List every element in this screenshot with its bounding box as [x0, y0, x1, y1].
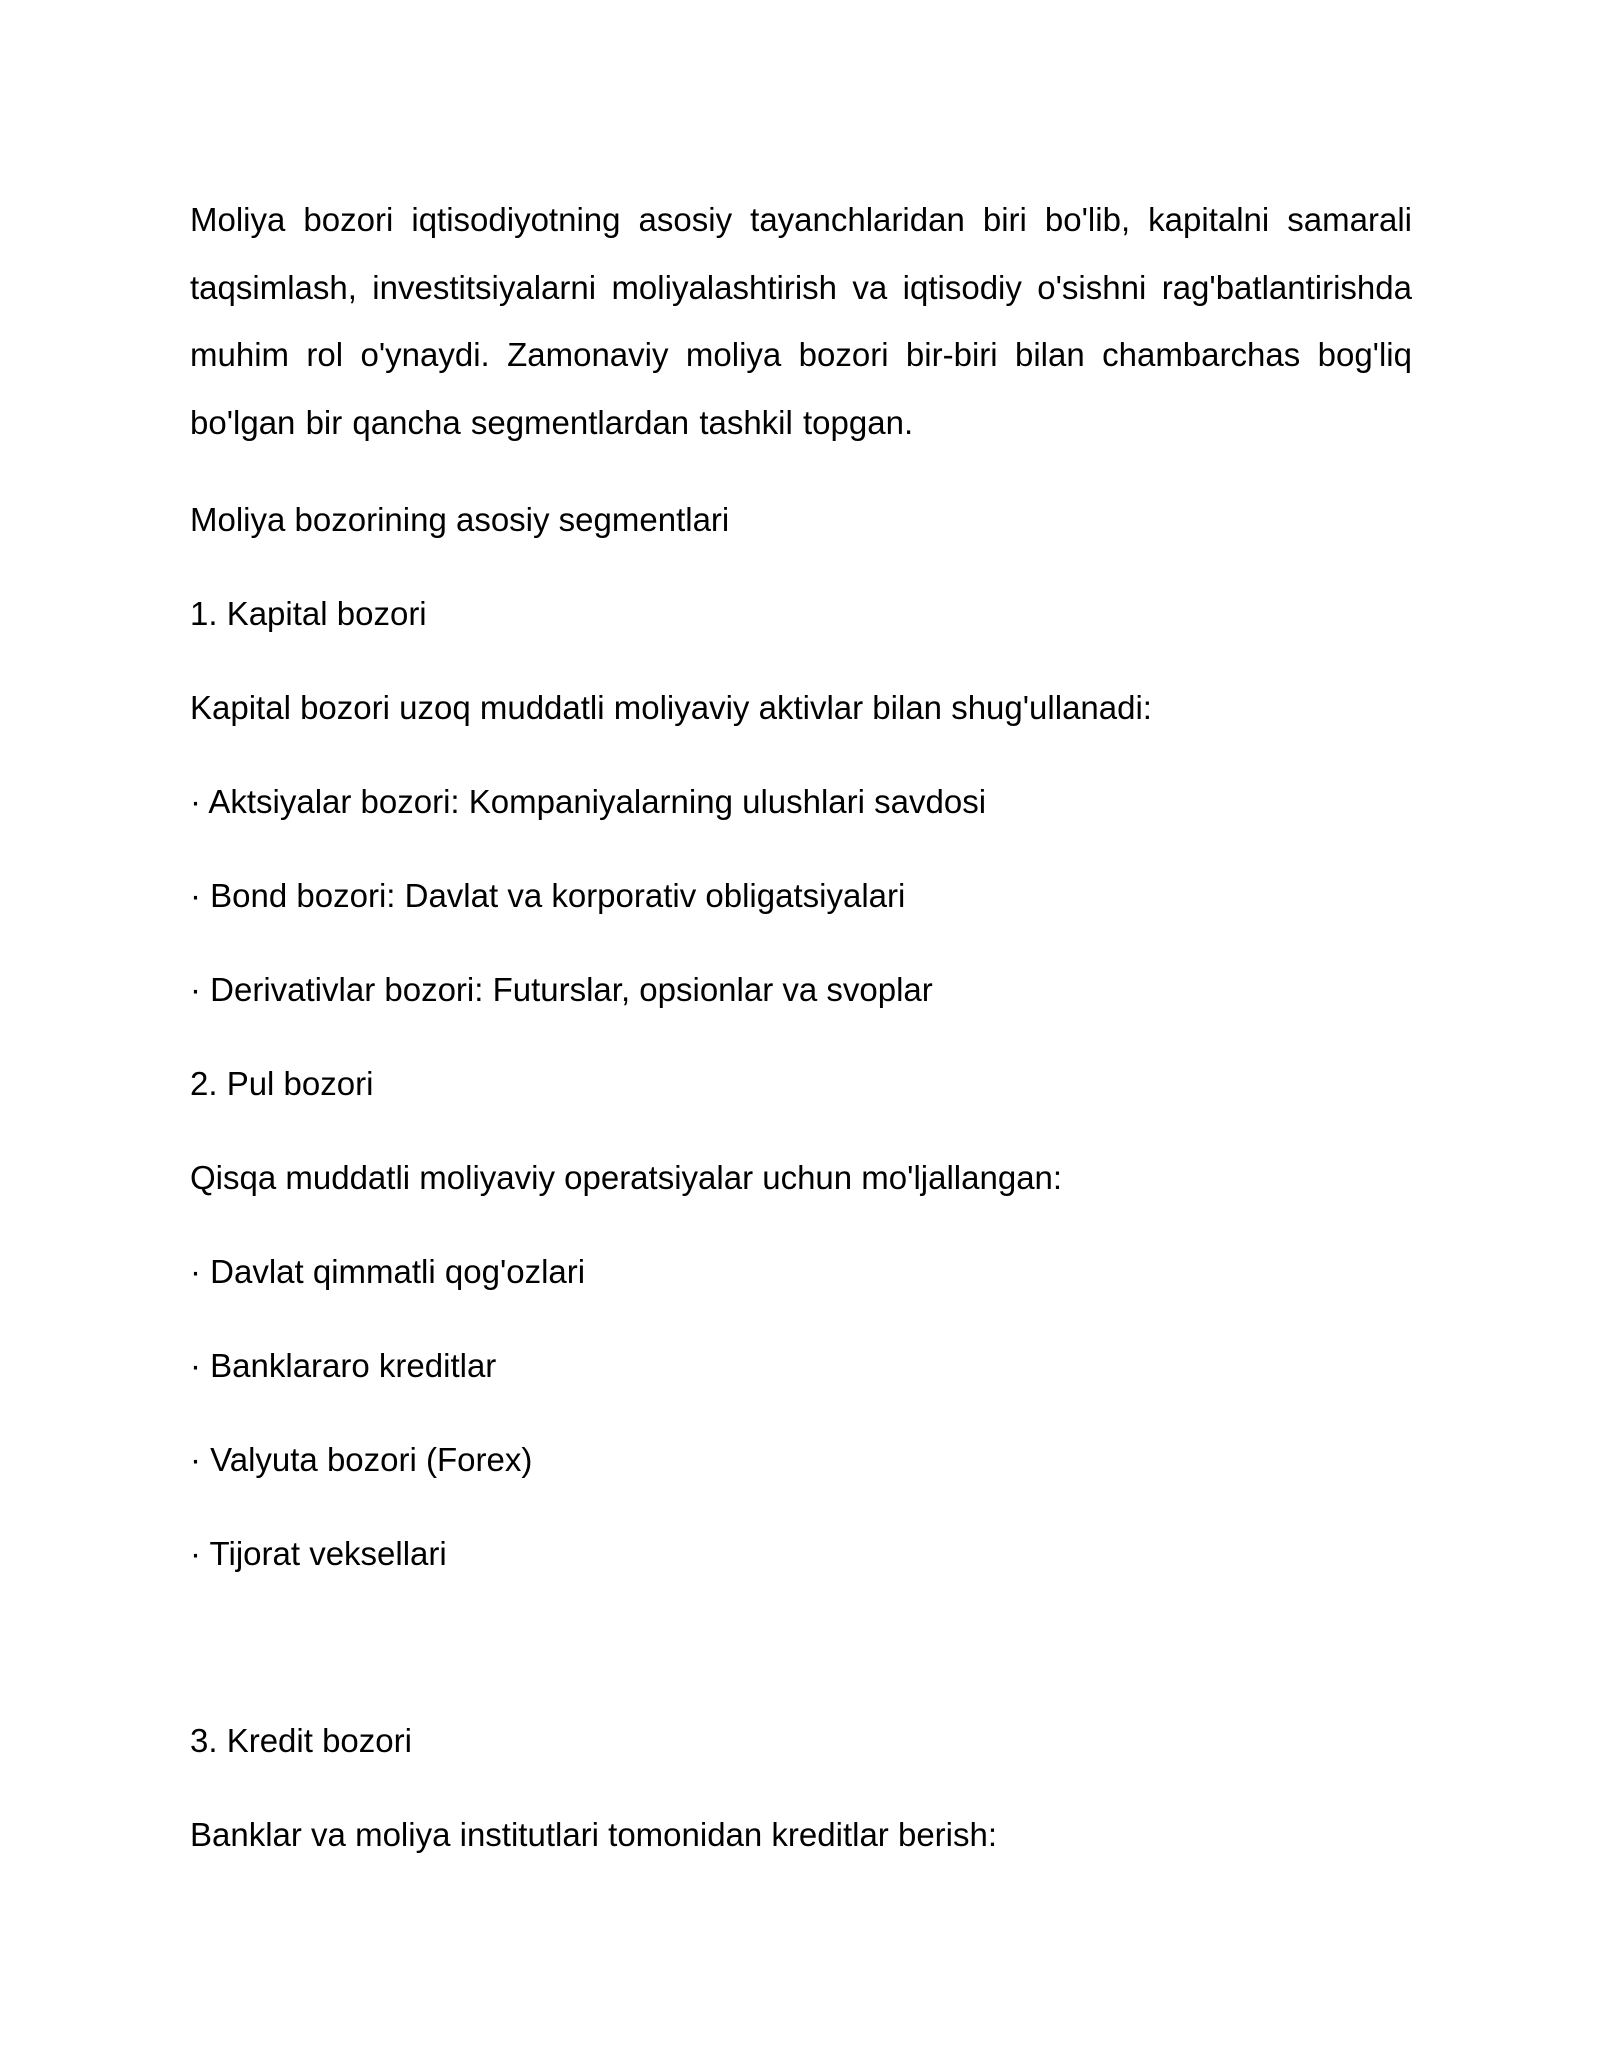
money-market-heading: 2. Pul bozori [190, 1065, 374, 1102]
capital-market-heading: 1. Kapital bozori [190, 595, 427, 632]
list-item: · Aktsiyalar bozori: Kompaniyalarning ulushlari savdosi [190, 783, 987, 820]
list-item: · Valyuta bozori (Forex) [190, 1441, 533, 1478]
money-market-description: Qisqa muddatli moliyaviy operatsiyalar uchun mo'ljallangan: [190, 1159, 1063, 1196]
intro-paragraph: Moliya bozori iqtisodiyotning asosiy tayanchlaridan biri bo'lib, kapitalni samarali taqsimlash, investitsiyalarni moliyalashtirish va iqtisodiy o'sishni rag'batlantirishda muhim rol o'ynaydi. Zamonaviy moliya bozori bir-biri bilan chambarchas bog'liq bo'lgan bir qancha segmentlardan tashkil topgan. [190, 201, 1412, 441]
list-item: · Tijorat veksellari [190, 1535, 447, 1572]
list-item: · Bond bozori: Davlat va korporativ obligatsiyalari [190, 877, 906, 914]
list-item: · Derivativlar bozori: Futurslar, opsionlar va svoplar [190, 971, 933, 1008]
list-item: · Davlat qimmatli qog'ozlari [190, 1253, 586, 1290]
credit-market-description: Banklar va moliya institutlari tomonidan kreditlar berish: [190, 1816, 998, 1853]
document-body [190, 186, 1412, 1855]
capital-market-description: Kapital bozori uzoq muddatli moliyaviy aktivlar bilan shug'ullanadi: [190, 689, 1152, 726]
segments-heading: Moliya bozorining asosiy segmentlari [190, 501, 730, 538]
credit-market-heading: 3. Kredit bozori [190, 1722, 412, 1759]
list-item: · Banklararo kreditlar [190, 1347, 497, 1384]
